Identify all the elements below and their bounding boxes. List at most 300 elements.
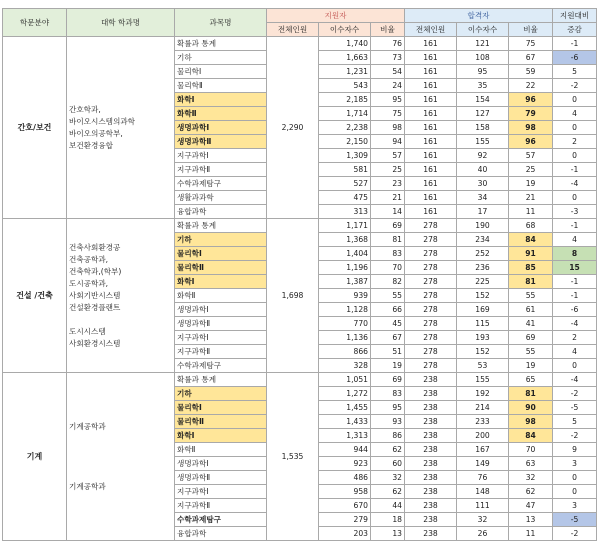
applicant-ratio: 51 [371, 345, 405, 359]
applicant-taken: 1,313 [319, 429, 371, 443]
applicant-ratio: 86 [371, 429, 405, 443]
subject-name: 지구과학Ⅰ [175, 331, 267, 345]
passer-taken: 111 [457, 499, 509, 513]
applicant-taken: 1,740 [319, 37, 371, 51]
applicant-ratio: 13 [371, 527, 405, 541]
applicant-ratio: 62 [371, 485, 405, 499]
applicant-taken: 1,404 [319, 247, 371, 261]
passer-ratio: 25 [509, 163, 553, 177]
delta-value: 15 [553, 261, 597, 275]
passer-taken: 108 [457, 51, 509, 65]
passer-ratio: 69 [509, 331, 553, 345]
header-applicants: 지원자 [267, 9, 405, 23]
applicant-total: 2,290 [267, 37, 319, 219]
passer-taken: 234 [457, 233, 509, 247]
dept-names [67, 219, 175, 373]
passer-ratio: 85 [509, 261, 553, 275]
applicant-total: 1,535 [267, 373, 319, 541]
header-field: 학문분야 [3, 9, 67, 37]
applicant-ratio: 69 [371, 219, 405, 233]
applicant-taken: 203 [319, 527, 371, 541]
applicant-taken: 313 [319, 205, 371, 219]
dept-names [67, 373, 175, 541]
applicant-ratio: 45 [371, 317, 405, 331]
dept-line: 사회기반시스템 [69, 290, 121, 300]
applicant-taken: 1,196 [319, 261, 371, 275]
subject-name: 화학Ⅱ [175, 443, 267, 457]
field-name: 건설 /건축 [3, 219, 67, 373]
applicant-ratio: 83 [371, 387, 405, 401]
passer-taken: 167 [457, 443, 509, 457]
applicant-taken: 670 [319, 499, 371, 513]
subject-name: 생명과학Ⅰ [175, 121, 267, 135]
applicant-ratio: 19 [371, 359, 405, 373]
applicant-ratio: 62 [371, 443, 405, 457]
passer-ratio: 98 [509, 121, 553, 135]
applicant-taken: 1,714 [319, 107, 371, 121]
subject-name: 융합과학 [175, 527, 267, 541]
subject-name: 확률과 통계 [175, 37, 267, 51]
passer-total: 278 [405, 261, 457, 275]
passer-taken: 34 [457, 191, 509, 205]
delta-value: 0 [553, 471, 597, 485]
header-app-taken: 이수자수 [319, 23, 371, 37]
passer-ratio: 63 [509, 457, 553, 471]
table-row [3, 373, 597, 387]
passer-taken: 127 [457, 107, 509, 121]
subject-name: 생활과과학 [175, 191, 267, 205]
subject-name: 생명과학Ⅱ [175, 317, 267, 331]
delta-value: -4 [553, 317, 597, 331]
delta-value: 4 [553, 345, 597, 359]
applicant-taken: 1,387 [319, 275, 371, 289]
dept-line: 보건환경융합 [69, 140, 114, 150]
subject-name: 지구과학Ⅰ [175, 485, 267, 499]
passer-total: 161 [405, 65, 457, 79]
passer-taken: 35 [457, 79, 509, 93]
passer-total: 238 [405, 457, 457, 471]
passer-ratio: 75 [509, 37, 553, 51]
applicant-ratio: 24 [371, 79, 405, 93]
delta-value: -1 [553, 163, 597, 177]
subject-name: 확률과 통계 [175, 219, 267, 233]
passer-taken: 152 [457, 345, 509, 359]
dept-line: 바이오시스템의과학 [69, 116, 136, 126]
passer-total: 161 [405, 177, 457, 191]
applicant-taken: 1,433 [319, 415, 371, 429]
applicant-taken: 1,171 [319, 219, 371, 233]
delta-value: 3 [553, 457, 597, 471]
passer-ratio: 68 [509, 219, 553, 233]
passer-taken: 149 [457, 457, 509, 471]
passer-ratio: 81 [509, 275, 553, 289]
passer-total: 238 [405, 401, 457, 415]
subject-name: 수학과제탐구 [175, 359, 267, 373]
delta-value: 9 [553, 443, 597, 457]
subject-name: 화학Ⅰ [175, 93, 267, 107]
applicant-taken: 1,663 [319, 51, 371, 65]
passer-ratio: 61 [509, 303, 553, 317]
subject-name: 수학과제탐구 [175, 177, 267, 191]
subject-name: 기하 [175, 387, 267, 401]
applicant-ratio: 54 [371, 65, 405, 79]
passer-ratio: 41 [509, 317, 553, 331]
passer-taken: 152 [457, 289, 509, 303]
applicant-ratio: 23 [371, 177, 405, 191]
delta-value: 5 [553, 415, 597, 429]
field-name: 간호/보건 [3, 37, 67, 219]
delta-value: -2 [553, 387, 597, 401]
dept-line: 건설환경플랜트 [69, 302, 121, 312]
applicant-ratio: 32 [371, 471, 405, 485]
passer-taken: 233 [457, 415, 509, 429]
applicant-ratio: 55 [371, 289, 405, 303]
passer-taken: 154 [457, 93, 509, 107]
passer-ratio: 32 [509, 471, 553, 485]
applicant-ratio: 81 [371, 233, 405, 247]
applicant-taken: 1,309 [319, 149, 371, 163]
passer-ratio: 62 [509, 485, 553, 499]
applicant-taken: 328 [319, 359, 371, 373]
header-app-ratio: 비율 [371, 23, 405, 37]
passer-total: 161 [405, 149, 457, 163]
delta-value: 0 [553, 149, 597, 163]
passer-ratio: 96 [509, 93, 553, 107]
delta-value: 8 [553, 247, 597, 261]
subject-name: 지구과학Ⅰ [175, 149, 267, 163]
passer-total: 278 [405, 331, 457, 345]
subject-name: 물리학Ⅱ [175, 79, 267, 93]
delta-value: 0 [553, 191, 597, 205]
header-dept: 대학 학과명 [67, 9, 175, 37]
applicant-taken: 866 [319, 345, 371, 359]
table-wrapper [2, 8, 597, 541]
subject-name: 지구과학Ⅱ [175, 499, 267, 513]
passer-ratio: 96 [509, 135, 553, 149]
passer-ratio: 65 [509, 373, 553, 387]
passer-ratio: 81 [509, 387, 553, 401]
header-delta: 증감 [553, 23, 597, 37]
passer-ratio: 55 [509, 345, 553, 359]
passer-total: 161 [405, 121, 457, 135]
subject-name: 화학Ⅱ [175, 289, 267, 303]
delta-value: 5 [553, 65, 597, 79]
applicant-ratio: 21 [371, 191, 405, 205]
header-change: 지원대비 [553, 9, 597, 23]
delta-value: 0 [553, 485, 597, 499]
subject-name: 기하 [175, 233, 267, 247]
applicant-taken: 1,051 [319, 373, 371, 387]
applicant-ratio: 76 [371, 37, 405, 51]
applicant-ratio: 95 [371, 401, 405, 415]
delta-value: 0 [553, 121, 597, 135]
passer-taken: 155 [457, 373, 509, 387]
passer-total: 161 [405, 79, 457, 93]
passer-ratio: 11 [509, 205, 553, 219]
delta-value: -2 [553, 79, 597, 93]
delta-value: -1 [553, 289, 597, 303]
passer-taken: 53 [457, 359, 509, 373]
delta-value: -5 [553, 513, 597, 527]
subject-name: 화학Ⅱ [175, 107, 267, 121]
passer-taken: 192 [457, 387, 509, 401]
applicant-ratio: 98 [371, 121, 405, 135]
dept-line: 사회환경시스템 [69, 338, 121, 348]
admission-subject-table [2, 8, 597, 541]
applicant-taken: 2,150 [319, 135, 371, 149]
passer-ratio: 19 [509, 359, 553, 373]
header-subject: 과목명 [175, 9, 267, 37]
passer-total: 238 [405, 429, 457, 443]
delta-value: -5 [553, 401, 597, 415]
passer-ratio: 55 [509, 289, 553, 303]
header-app-total: 전체인원 [267, 23, 319, 37]
subject-name: 기하 [175, 51, 267, 65]
applicant-ratio: 25 [371, 163, 405, 177]
passer-taken: 32 [457, 513, 509, 527]
dept-line [69, 433, 172, 445]
passer-total: 161 [405, 205, 457, 219]
passer-total: 161 [405, 51, 457, 65]
passer-total: 161 [405, 191, 457, 205]
delta-value: 3 [553, 499, 597, 513]
passer-total: 161 [405, 93, 457, 107]
applicant-taken: 939 [319, 289, 371, 303]
passer-total: 278 [405, 303, 457, 317]
applicant-total: 1,698 [267, 219, 319, 373]
dept-line: 도시시스템 [69, 326, 106, 336]
applicant-taken: 1,136 [319, 331, 371, 345]
passer-total: 161 [405, 37, 457, 51]
applicant-ratio: 69 [371, 373, 405, 387]
table-row [3, 219, 597, 233]
delta-value: -4 [553, 373, 597, 387]
passer-taken: 158 [457, 121, 509, 135]
dept-line [69, 445, 172, 457]
subject-name: 물리학Ⅱ [175, 415, 267, 429]
applicant-taken: 2,238 [319, 121, 371, 135]
header-passers: 합격자 [405, 9, 553, 23]
passer-ratio: 90 [509, 401, 553, 415]
passer-total: 161 [405, 107, 457, 121]
dept-line [69, 314, 172, 326]
applicant-taken: 527 [319, 177, 371, 191]
applicant-ratio: 14 [371, 205, 405, 219]
dept-line [69, 457, 172, 469]
passer-total: 238 [405, 415, 457, 429]
header-pass-ratio: 비율 [509, 23, 553, 37]
passer-total: 238 [405, 471, 457, 485]
passer-ratio: 21 [509, 191, 553, 205]
passer-taken: 121 [457, 37, 509, 51]
passer-total: 278 [405, 289, 457, 303]
applicant-ratio: 67 [371, 331, 405, 345]
passer-ratio: 47 [509, 499, 553, 513]
applicant-taken: 486 [319, 471, 371, 485]
passer-total: 238 [405, 513, 457, 527]
passer-total: 278 [405, 247, 457, 261]
applicant-ratio: 66 [371, 303, 405, 317]
passer-ratio: 22 [509, 79, 553, 93]
passer-total: 278 [405, 345, 457, 359]
dept-line: 도시공학과, [69, 278, 109, 288]
applicant-ratio: 60 [371, 457, 405, 471]
passer-total: 238 [405, 373, 457, 387]
applicant-taken: 958 [319, 485, 371, 499]
applicant-taken: 923 [319, 457, 371, 471]
passer-taken: 76 [457, 471, 509, 485]
applicant-taken: 1,272 [319, 387, 371, 401]
subject-name: 물리학Ⅰ [175, 401, 267, 415]
applicant-ratio: 18 [371, 513, 405, 527]
delta-value: -6 [553, 303, 597, 317]
applicant-taken: 1,128 [319, 303, 371, 317]
delta-value: 2 [553, 331, 597, 345]
applicant-ratio: 93 [371, 415, 405, 429]
passer-total: 238 [405, 443, 457, 457]
dept-names [67, 37, 175, 219]
passer-total: 161 [405, 163, 457, 177]
dept-line: 기계공학과 [69, 481, 106, 491]
passer-ratio: 70 [509, 443, 553, 457]
dept-line: 기계공학과 [69, 421, 106, 431]
passer-total: 161 [405, 135, 457, 149]
delta-value: -1 [553, 37, 597, 51]
applicant-taken: 1,368 [319, 233, 371, 247]
passer-taken: 236 [457, 261, 509, 275]
passer-taken: 26 [457, 527, 509, 541]
passer-total: 238 [405, 527, 457, 541]
delta-value: 4 [553, 107, 597, 121]
header-pass-taken: 이수자수 [457, 23, 509, 37]
dept-line: 간호학과, [69, 104, 101, 114]
applicant-taken: 1,231 [319, 65, 371, 79]
passer-taken: 17 [457, 205, 509, 219]
passer-ratio: 11 [509, 527, 553, 541]
delta-value: -4 [553, 177, 597, 191]
delta-value: 4 [553, 233, 597, 247]
applicant-ratio: 44 [371, 499, 405, 513]
passer-taken: 95 [457, 65, 509, 79]
subject-name: 융합과학 [175, 205, 267, 219]
subject-name: 생명과학Ⅱ [175, 135, 267, 149]
passer-taken: 92 [457, 149, 509, 163]
applicant-ratio: 95 [371, 93, 405, 107]
subject-name: 생명과학Ⅱ [175, 471, 267, 485]
subject-name: 지구과학Ⅱ [175, 345, 267, 359]
passer-ratio: 59 [509, 65, 553, 79]
dept-line: 건축학과,(학부) [69, 266, 122, 276]
passer-total: 238 [405, 387, 457, 401]
header-pass-total: 전체인원 [405, 23, 457, 37]
passer-total: 278 [405, 359, 457, 373]
applicant-ratio: 94 [371, 135, 405, 149]
applicant-taken: 1,455 [319, 401, 371, 415]
delta-value: -2 [553, 527, 597, 541]
subject-name: 생명과학Ⅰ [175, 457, 267, 471]
applicant-ratio: 82 [371, 275, 405, 289]
applicant-ratio: 70 [371, 261, 405, 275]
subject-name: 화학Ⅰ [175, 429, 267, 443]
passer-ratio: 98 [509, 415, 553, 429]
passer-taken: 200 [457, 429, 509, 443]
passer-ratio: 84 [509, 429, 553, 443]
delta-value: -1 [553, 275, 597, 289]
delta-value: -1 [553, 219, 597, 233]
applicant-taken: 279 [319, 513, 371, 527]
passer-total: 238 [405, 485, 457, 499]
delta-value: -3 [553, 205, 597, 219]
applicant-ratio: 83 [371, 247, 405, 261]
subject-name: 확률과 통계 [175, 373, 267, 387]
subject-name: 물리학Ⅱ [175, 261, 267, 275]
passer-ratio: 19 [509, 177, 553, 191]
passer-taken: 214 [457, 401, 509, 415]
passer-ratio: 67 [509, 51, 553, 65]
passer-taken: 148 [457, 485, 509, 499]
subject-name: 화학Ⅰ [175, 275, 267, 289]
passer-taken: 225 [457, 275, 509, 289]
field-name: 기계 [3, 373, 67, 541]
passer-total: 278 [405, 219, 457, 233]
applicant-taken: 2,185 [319, 93, 371, 107]
passer-taken: 155 [457, 135, 509, 149]
dept-line: 바이오의공학부, [69, 128, 123, 138]
passer-taken: 252 [457, 247, 509, 261]
passer-total: 278 [405, 233, 457, 247]
passer-ratio: 79 [509, 107, 553, 121]
delta-value: -2 [553, 429, 597, 443]
applicant-taken: 543 [319, 79, 371, 93]
delta-value: 0 [553, 93, 597, 107]
applicant-ratio: 57 [371, 149, 405, 163]
passer-total: 278 [405, 317, 457, 331]
applicant-taken: 944 [319, 443, 371, 457]
applicant-taken: 581 [319, 163, 371, 177]
delta-value: 2 [553, 135, 597, 149]
delta-value: -6 [553, 51, 597, 65]
passer-total: 278 [405, 275, 457, 289]
passer-ratio: 13 [509, 513, 553, 527]
passer-total: 238 [405, 499, 457, 513]
passer-taken: 193 [457, 331, 509, 345]
subject-name: 물리학Ⅰ [175, 65, 267, 79]
passer-ratio: 91 [509, 247, 553, 261]
passer-ratio: 84 [509, 233, 553, 247]
dept-line: 건축사회환경공 [69, 242, 121, 252]
header-row-1 [3, 9, 597, 23]
passer-taken: 40 [457, 163, 509, 177]
table-row [3, 37, 597, 51]
subject-name: 지구과학Ⅱ [175, 163, 267, 177]
passer-taken: 30 [457, 177, 509, 191]
subject-name: 물리학Ⅰ [175, 247, 267, 261]
dept-line: 건축공학과, [69, 254, 109, 264]
passer-taken: 190 [457, 219, 509, 233]
passer-taken: 115 [457, 317, 509, 331]
applicant-ratio: 73 [371, 51, 405, 65]
subject-name: 수학과제탐구 [175, 513, 267, 527]
delta-value: 0 [553, 359, 597, 373]
passer-taken: 169 [457, 303, 509, 317]
applicant-taken: 475 [319, 191, 371, 205]
applicant-taken: 770 [319, 317, 371, 331]
subject-name: 생명과학Ⅰ [175, 303, 267, 317]
table-body [3, 37, 597, 541]
applicant-ratio: 75 [371, 107, 405, 121]
passer-ratio: 57 [509, 149, 553, 163]
dept-line [69, 469, 172, 481]
